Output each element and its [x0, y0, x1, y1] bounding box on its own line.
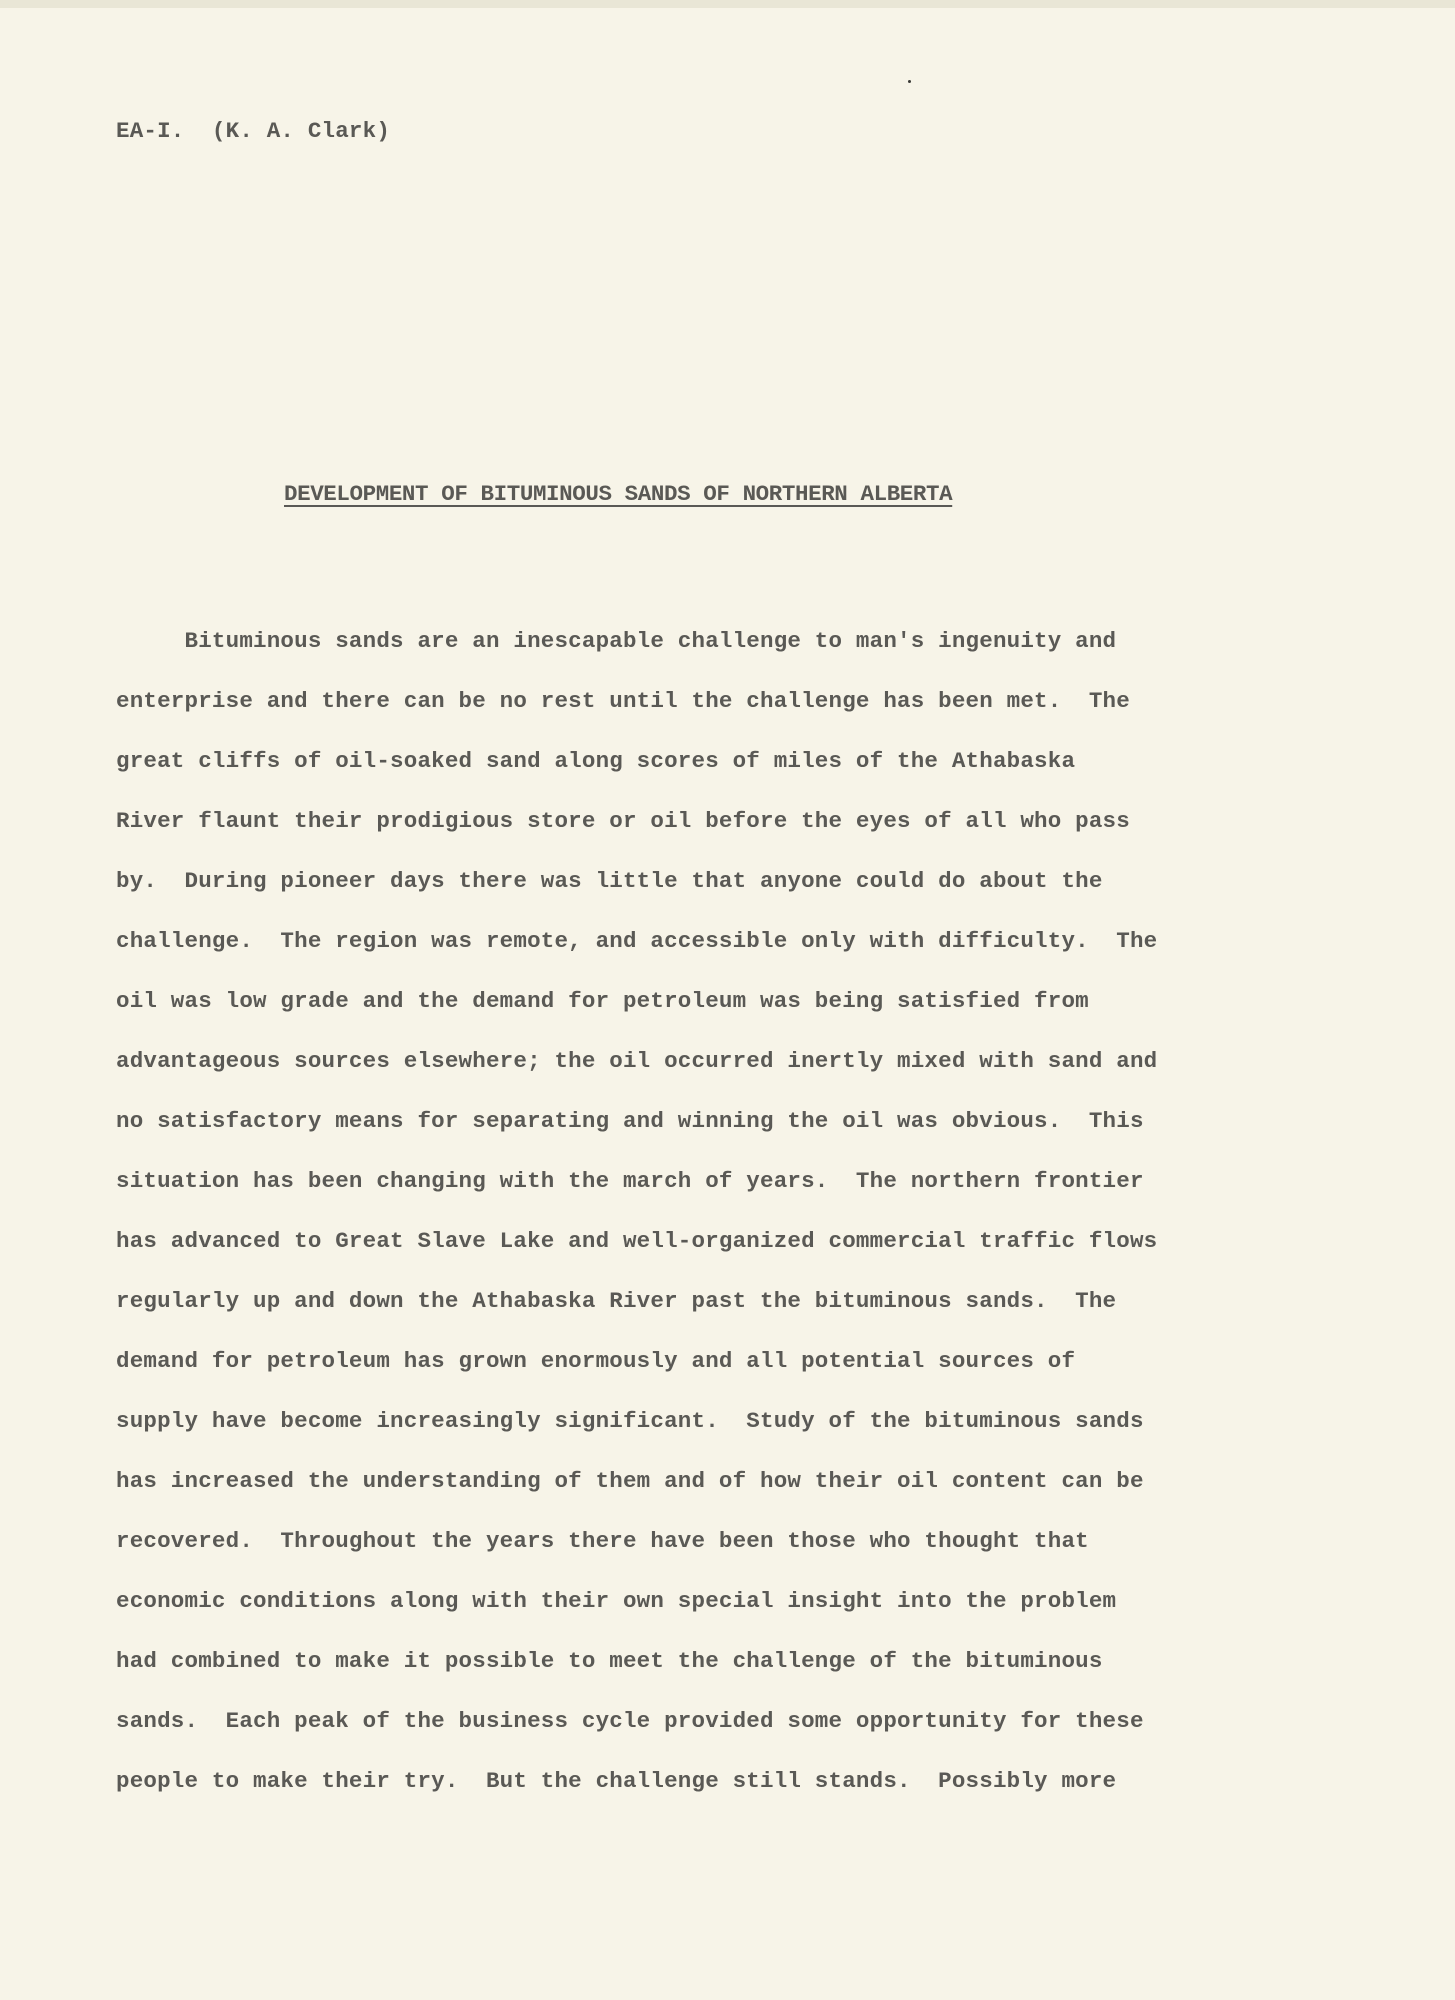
body-line: regularly up and down the Athabaska River past the bituminous sands. The: [116, 1288, 1117, 1314]
body-line: enterprise and there can be no rest until the challenge has been met. The: [116, 688, 1130, 714]
document-reference: EA-I. (K. A. Clark): [116, 118, 391, 144]
body-line: no satisfactory means for separating and winning the oil was obvious. This: [116, 1108, 1144, 1134]
page-top-edge: [0, 0, 1455, 8]
body-line: by. During pioneer days there was little that anyone could do about the: [116, 868, 1103, 894]
body-line: situation has been changing with the march of years. The northern frontier: [116, 1168, 1144, 1194]
body-line: Bituminous sands are an inescapable challenge to man's ingenuity and: [116, 628, 1117, 654]
body-line: supply have become increasingly significant. Study of the bituminous sands: [116, 1408, 1144, 1434]
body-line: advantageous sources elsewhere; the oil occurred inertly mixed with sand and: [116, 1048, 1158, 1074]
body-line: oil was low grade and the demand for petroleum was being satisfied from: [116, 988, 1089, 1014]
body-line: economic conditions along with their own special insight into the problem: [116, 1588, 1117, 1614]
body-line: challenge. The region was remote, and accessible only with difficulty. The: [116, 928, 1158, 954]
body-line: had combined to make it possible to meet the challenge of the bituminous: [116, 1648, 1103, 1674]
body-line: people to make their try. But the challenge still stands. Possibly more: [116, 1768, 1117, 1794]
body-line: River flaunt their prodigious store or oil before the eyes of all who pass: [116, 808, 1130, 834]
body-line: sands. Each peak of the business cycle provided some opportunity for these: [116, 1708, 1144, 1734]
body-line: demand for petroleum has grown enormously and all potential sources of: [116, 1348, 1076, 1374]
body-line: has increased the understanding of them and of how their oil content can be: [116, 1468, 1144, 1494]
body-line: recovered. Throughout the years there have been those who thought that: [116, 1528, 1089, 1554]
document-title: DEVELOPMENT OF BITUMINOUS SANDS OF NORTHERN ALBERTA: [284, 481, 953, 507]
ink-speck: [908, 80, 911, 83]
body-line: great cliffs of oil-soaked sand along scores of miles of the Athabaska: [116, 748, 1076, 774]
body-line: has advanced to Great Slave Lake and well-organized commercial traffic flows: [116, 1228, 1158, 1254]
